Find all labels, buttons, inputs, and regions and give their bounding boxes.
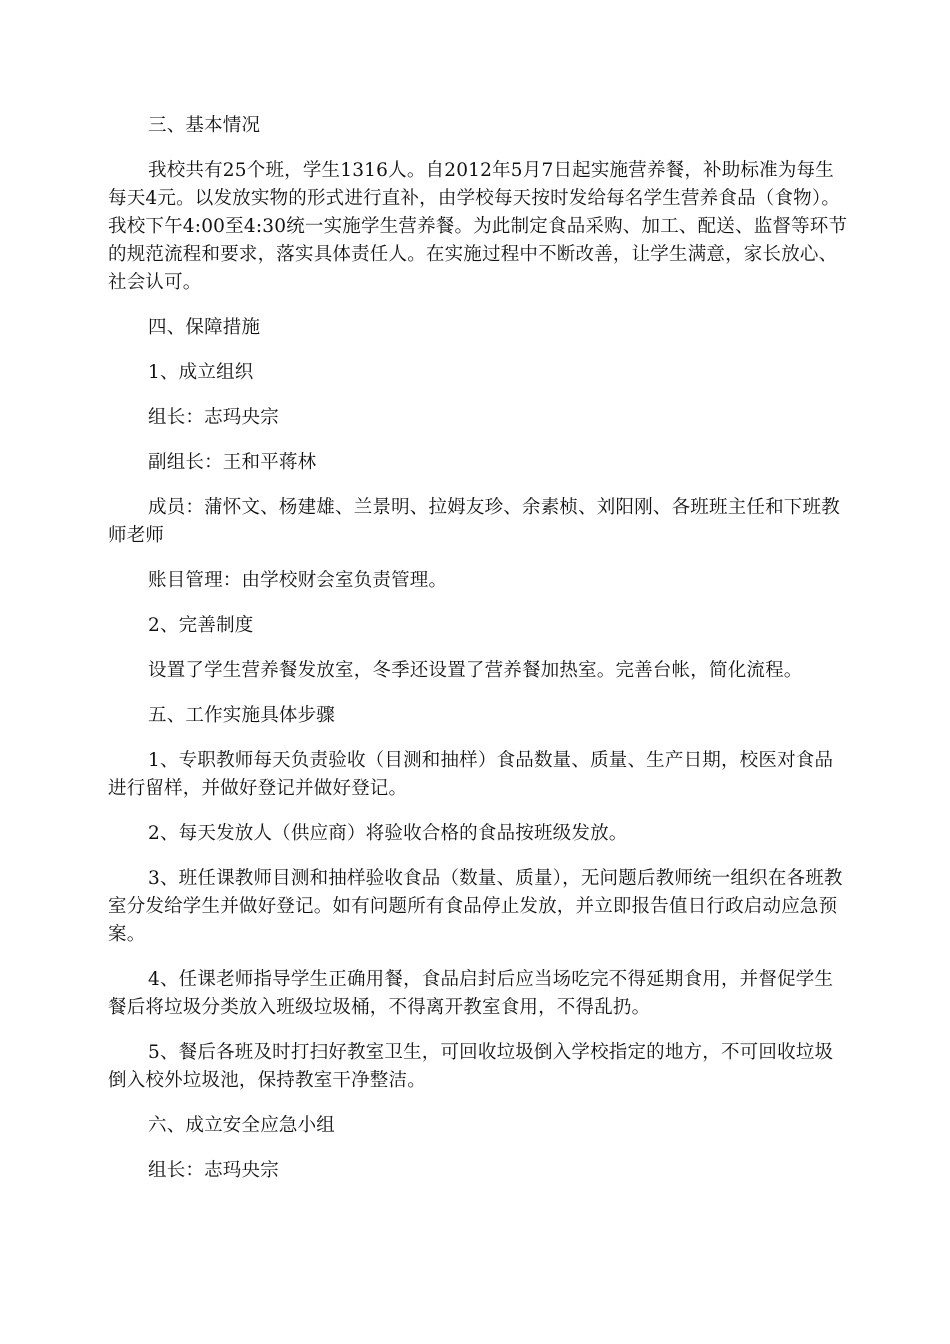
- paragraph-emergency-leader: 组长：志玛央宗: [148, 1160, 279, 1181]
- paragraph-step-1: 1、专职教师每天负责验收（目测和抽样）食品数量、质量、生产日期，校医对食品进行留样，并做好登记并做好登记。: [108, 750, 834, 799]
- paragraph-step-5: 5、餐后各班及时打扫好教室卫生，可回收垃圾倒入学校指定的地方，不可回收垃圾倒入校外垃圾池，保持教室干净整洁。: [108, 1042, 834, 1091]
- paragraph-step-3: 3、班任课教师目测和抽样验收食品（数量、质量），无问题后教师统一组织在各班教室分发给学生并做好登记。如有问题所有食品停止发放，并立即报告值日行政启动应急预案。: [108, 868, 843, 945]
- paragraph-leader: 组长：志玛央宗: [148, 407, 279, 428]
- section-heading-basic-situation: 三、基本情况: [148, 115, 261, 136]
- paragraph-step-4: 4、任课老师指导学生正确用餐，食品启封后应当场吃完不得延期食用，并督促学生餐后将垃圾分类放入班级垃圾桶，不得离开教室食用，不得乱扔。: [108, 969, 834, 1018]
- subheading-organization: 1、成立组织: [148, 362, 254, 383]
- section-heading-steps: 五、工作实施具体步骤: [148, 705, 336, 726]
- paragraph-system: 设置了学生营养餐发放室，冬季还设置了营养餐加热室。完善台帐，简化流程。: [148, 660, 803, 681]
- subheading-system: 2、完善制度: [148, 615, 254, 636]
- paragraph-accounts: 账目管理：由学校财会室负责管理。: [148, 570, 448, 591]
- paragraph-deputy-leader: 副组长：王和平蒋林: [148, 452, 317, 473]
- document-body: [108, 112, 850, 1202]
- paragraph-members: 成员：蒲怀文、杨建雄、兰景明、拉姆友珍、余素桢、刘阳刚、各班班主任和下班教师老师: [108, 497, 840, 546]
- section-heading-safeguards: 四、保障措施: [148, 317, 261, 338]
- section-heading-emergency-team: 六、成立安全应急小组: [148, 1115, 336, 1136]
- paragraph-step-2: 2、每天发放人（供应商）将验收合格的食品按班级发放。: [148, 823, 628, 844]
- paragraph-basic-situation: 我校共有25个班，学生1316人。自2012年5月7日起实施营养餐，补助标准为每生每天4元。以发放实物的形式进行直补，由学校每天按时发给每名学生营养食品（食物）。我校下午4:00至4:30统一实施学生营养餐。为此制定食品采购、加工、配送、监督等环节的规范流程和要求，落实具体责任人。在实施过程中不断改善，让学生满意，家长放心、社会认可。: [108, 160, 848, 293]
